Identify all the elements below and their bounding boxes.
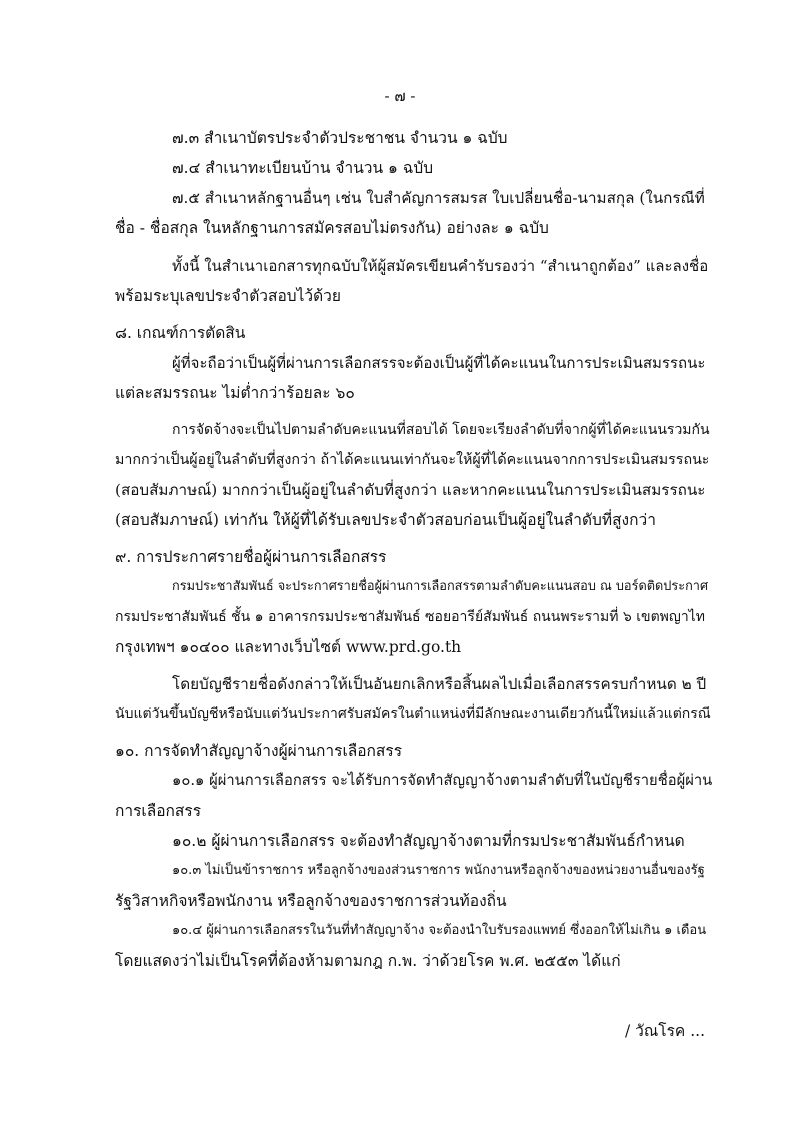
item-10-4: ๑๐.๔ ผู้ผ่านการเลือกสรรในวันที่ทำสัญญาจ้าง จะต้องนำใบรับรองแพทย์ ซึ่งออกให้ไม่เกิน ๑ เดือน — [172, 923, 707, 938]
item-7-5-cont: ชื่อ - ชื่อสกุล ในหลักฐานการสมัครสอบไม่ตรงกัน) อย่างละ ๑ ฉบับ — [115, 219, 549, 237]
section-8-p2-cont3: (สอบสัมภาษณ์) เท่ากัน ให้ผู้ที่ได้รับเลขประจำตัวสอบก่อนเป็นผู้อยู่ในลำดับที่สูงกว่า — [115, 511, 656, 529]
section-8-heading: ๘. เกณฑ์การตัดสิน — [115, 324, 246, 342]
section-9-p1: กรมประชาสัมพันธ์ จะประกาศรายชื่อผู้ผ่านการเลือกสรรตามลำดับคะแนนสอบ ณ บอร์ดติดประกาศ — [172, 579, 709, 594]
section-10-heading: ๑๐. การจัดทำสัญญาจ้างผู้ผ่านการเลือกสรร — [115, 742, 403, 760]
section-9-p2: โดยบัญชีรายชื่อดังกล่าวให้เป็นอันยกเลิกหรือสิ้นผลไปเมื่อเลือกสรรครบกำหนด ๒ ปี — [172, 675, 707, 693]
item-7-5: ๗.๕ สำเนาหลักฐานอื่นๆ เช่น ใบสำคัญการสมรส ใบเปลี่ยนชื่อ-นามสกุล (ในกรณีที่ — [172, 189, 705, 207]
item-7-3: ๗.๓ สำเนาบัตรประจำตัวประชาชน จำนวน ๑ ฉบับ — [172, 129, 508, 147]
item-10-2: ๑๐.๒ ผู้ผ่านการเลือกสรร จะต้องทำสัญญาจ้างตามที่กรมประชาสัมพันธ์กำหนด — [172, 832, 685, 850]
section-9-p2-cont: นับแต่วันขึ้นบัญชีหรือนับแต่วันประกาศรับสมัครในตำแหน่งที่มีลักษณะงานเดียวกันนี้ใหม่แล้วแต่กรณี — [115, 706, 711, 722]
section-9-p1-cont2: กรุงเทพฯ ๑๐๔๐๐ และทางเว็บไซต์ www.prd.go.th — [115, 638, 462, 656]
item-10-3: ๑๐.๓ ไม่เป็นข้าราชการ หรือลูกจ้างของส่วนราชการ พนักงานหรือลูกจ้างของหน่วยงานอื่นของรัฐ — [172, 863, 705, 878]
item-10-1: ๑๐.๑ ผู้ผ่านการเลือกสรร จะได้รับการจัดทำสัญญาจ้างตามลำดับที่ในบัญชีรายชื่อผู้ผ่าน — [172, 772, 713, 789]
note-paragraph: ทั้งนี้ ในสำเนาเอกสารทุกฉบับให้ผู้สมัครเขียนคำรับรองว่า “สำเนาถูกต้อง” และลงชื่อ — [172, 257, 709, 275]
continuation-marker: / วัณโรค ... — [625, 1022, 705, 1040]
item-10-3-cont: รัฐวิสาหกิจหรือพนักงาน หรือลูกจ้างของราชการส่วนท้องถิ่น — [115, 892, 507, 910]
section-8-p2: การจัดจ้างจะเป็นไปตามลำดับคะแนนที่สอบได้ โดยจะเรียงลำดับที่จากผู้ที่ได้คะแนนรวมกัน — [172, 422, 710, 438]
section-8-p2-cont2: (สอบสัมภาษณ์) มากกว่าเป็นผู้อยู่ในลำดับที่สูงกว่า และหากคะแนนในการประเมินสมรรถนะ — [115, 481, 706, 499]
section-8-p2-cont1: มากกว่าเป็นผู้อยู่ในลำดับที่สูงกว่า ถ้าได้คะแนนเท่ากันจะให้ผู้ที่ได้คะแนนจากการประเมินสมรรถนะ — [115, 452, 710, 468]
page-number: - ๗ - — [384, 87, 416, 105]
note-paragraph-cont: พร้อมระบุเลขประจำตัวสอบไว้ด้วย — [115, 287, 341, 305]
section-9-heading: ๙. การประกาศรายชื่อผู้ผ่านการเลือกสรร — [115, 548, 387, 566]
item-7-4: ๗.๔ สำเนาทะเบียนบ้าน จำนวน ๑ ฉบับ — [172, 159, 434, 177]
item-10-4-cont: โดยแสดงว่าไม่เป็นโรคที่ต้องห้ามตามกฎ ก.พ. ว่าด้วยโรค พ.ศ. ๒๕๕๓ ได้แก่ — [115, 952, 621, 970]
section-8-p1-cont: แต่ละสมรรถนะ ไม่ต่ำกว่าร้อยละ ๖๐ — [115, 384, 355, 402]
section-8-p1: ผู้ที่จะถือว่าเป็นผู้ที่ผ่านการเลือกสรรจะต้องเป็นผู้ที่ได้คะแนนในการประเมินสมรรถนะ — [172, 354, 706, 372]
item-10-1-cont: การเลือกสรร — [115, 802, 202, 820]
section-9-p1-cont1: กรมประชาสัมพันธ์ ชั้น ๑ อาคารกรมประชาสัมพันธ์ ซอยอารีย์สัมพันธ์ ถนนพระรามที่ ๖ เขตพญาไท — [115, 609, 705, 625]
